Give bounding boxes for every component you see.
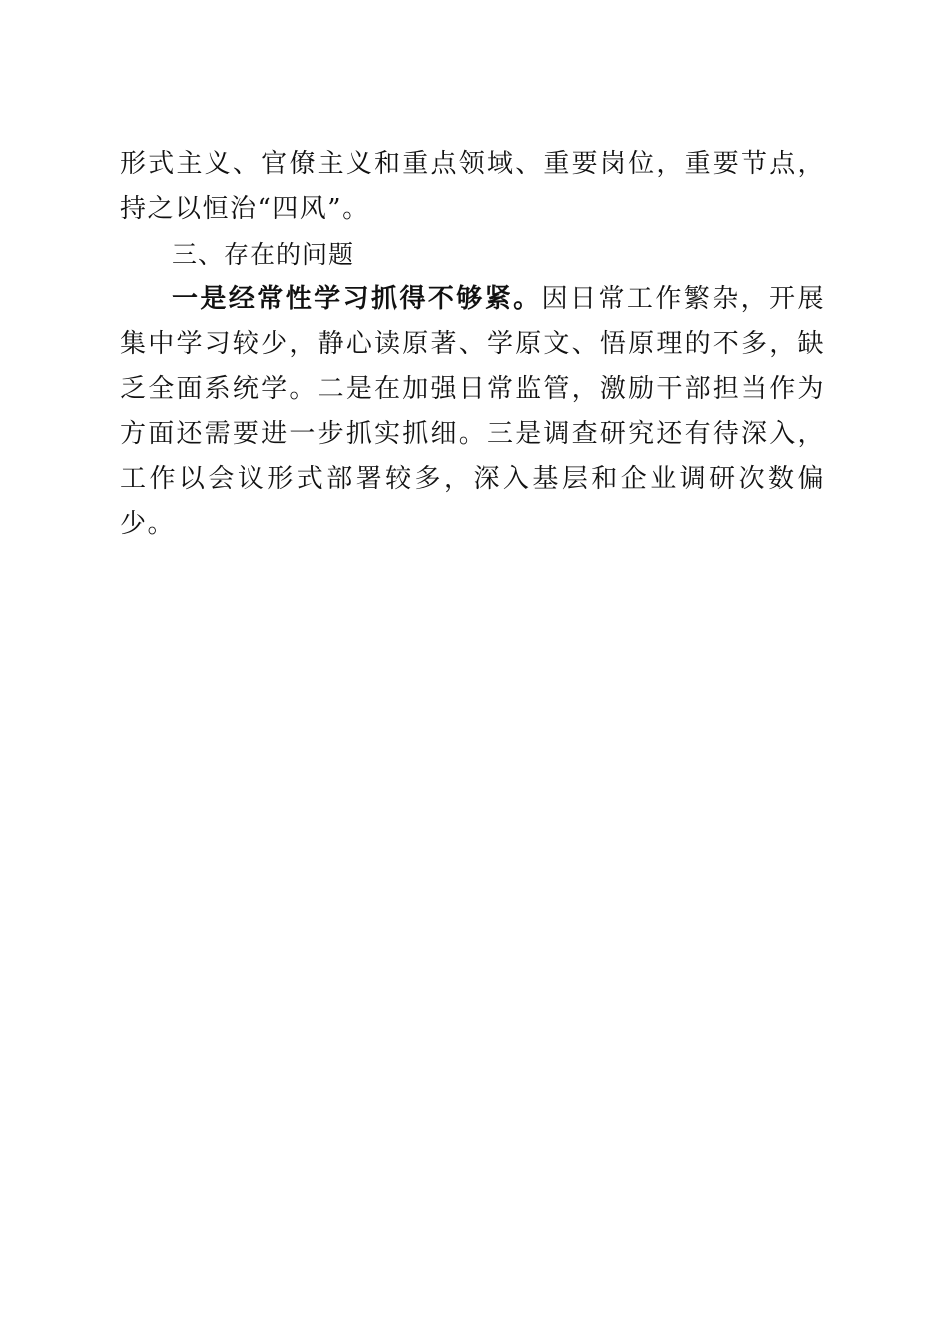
issues-body-text: 因日常工作繁杂，开展集中学习较少，静心读原著、学原文、悟原理的不多，缺乏全面系统学。二是在加强日常监管，激励干部担当作为方面还需要进一步抓实抓细。三是调查研究还有待深入，工作以会议形式部署较多，深入基层和企业调研次数偏少。 — [120, 284, 825, 539]
section-heading: 三、存在的问题 — [172, 240, 355, 269]
issues-lead-sentence: 一是经常性学习抓得不够紧。 — [172, 284, 542, 314]
issues-paragraph — [120, 277, 825, 547]
continuation-paragraph: 形式主义、官僚主义和重点领域、重要岗位，重要节点，持之以恒治“四风”。 — [120, 149, 825, 224]
document-body — [120, 142, 825, 547]
